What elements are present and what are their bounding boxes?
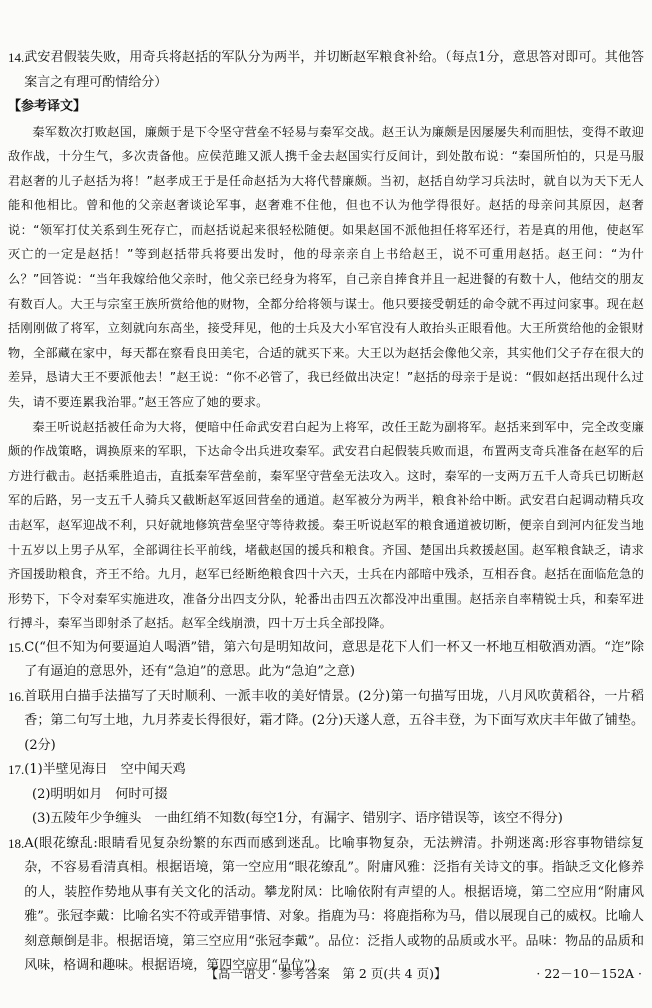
answer-17-line: (2)明明如月 何时可掇 bbox=[32, 786, 168, 802]
footer-code: · 22－10－152A · bbox=[536, 966, 642, 981]
translation-paragraph: 秦军数次打败赵国，廉颇于是下令坚守营垒不轻易与秦军交战。赵王认为廉颇是因屡屡失利而胆怯，变得不敢迎敌作战，十分生气，多次责备他。应侯范雎又派人携千金去赵国实行反间计，到处散布说：“秦国所怕的，只是马服君赵奢的儿子赵括为将！”赵孝成王于是任命赵括为大将代替廉颇。当初，赵括自幼学习兵法时，就自以为天下无人能和他相比。曾和他的父亲赵奢谈论军事，赵奢难不住他，但也不认为他学得很好。赵括的母亲问其原因，赵奢说：“领军打仗关系到生死存亡，而赵括说起来很轻松随便。如果赵国不派他担任将军还行，若是真的用他，使赵军灭亡的一定是赵括！”等到赵括带兵将要出发时，他的母亲亲自上书给赵王，说不可重用赵括。赵王问：“为什么？”回答说：“当年我嫁给他父亲时，他父亲已经身为将军，自己亲自捧食并且一起进餐的有数十人，他结交的朋友有数百人。大王与宗室王族所赏给他的财物，全都分给将领与谋士。他只要接受朝廷的命令就不再过问家事。现在赵括刚刚做了将军，立刻就向东高坐，接受拜见，他的士兵及大小军官没有人敢抬头正眼看他。大王所赏给他的金银财物，全部藏在家中，每天都在察看良田美宅，合适的就买下来。大王以为赵括会像他父亲，其实他们父子存在很大的差异，恳请大王不要派他去！”赵王说：“你不必管了，我已经做出决定！”赵括的母亲于是说：“假如赵括出现什么过失，请不要连累我治罪。”赵王答应了她的要求。 bbox=[8, 124, 644, 410]
answer-14 bbox=[8, 46, 644, 95]
section-title: 【参考译文】 bbox=[8, 99, 87, 114]
answer-text: (1)半壁见海日 空中闻天鸡 bbox=[24, 762, 186, 778]
answer-17-line: (3)五陵年少争缠头 一曲红绡不知数(每空1分，有漏字、错别字、语序错误等，该空不得分) bbox=[32, 811, 563, 827]
answer-page bbox=[8, 46, 644, 979]
answer-16 bbox=[8, 685, 644, 759]
question-number: 14. bbox=[8, 50, 25, 65]
answer-text: A(眼花缭乱:眼睛看见复杂纷繁的东西而感到迷乱。比喻事物复杂，无法辨清。扑朔迷离:形容事物错综复杂，不容易看清真相。根据语境，第一空应用“眼花缭乱”。附庸风雅：泛指有关诗文的事。指缺乏文化修养的人，装腔作势地从事有关文化的活动。攀龙附凤：比喻依附有声望的人。根据语境，第二空应用“附庸风雅”。张冠李戴：比喻名实不符或弄错事情、对象。指鹿为马：将鹿指称为马，借以展现自己的威权。比喻人刻意颠倒是非。根据语境，第三空应用“张冠李戴”。品位：泛指人或物的品质或水平。品味：物品的品质和风味，格调和趣味。根据语境，第四空应用“品位”) bbox=[24, 835, 644, 974]
answer-18 bbox=[8, 832, 644, 979]
question-number: 15. bbox=[8, 639, 25, 655]
question-number: 16. bbox=[8, 688, 25, 704]
answer-text: C(“但不知为何要逼迫人喝酒”错，第六句是明知故问，意思是花下人们一杯又一杯地互相敬酒劝酒。“迮”除了有逼迫的意思外，还有“急迫”的意思。此为“急迫”之意) bbox=[24, 639, 644, 680]
answer-17 bbox=[8, 758, 644, 783]
page-footer bbox=[0, 962, 652, 990]
answer-15 bbox=[8, 636, 644, 685]
translation-paragraph: 秦王听说赵括被任命为大将，便暗中任命武安君白起为上将军，改任王龁为副将军。赵括来到军中，完全改变廉颇的作战策略，调换原来的军职，下达命令出兵进攻秦军。武安君白起假装兵败而退，布置两支奇兵准备在赵军的后方进行截击。赵括乘胜追击，直抵秦军营垒前，秦军坚守营垒无法攻入。这时，秦军的一支两万五千人奇兵已切断赵军的后路，另一支五千人骑兵又截断赵军返回营垒的通道。赵军被分为两半，粮食补给中断。武安君白起调动精兵攻击赵军，赵军迎战不利，只好就地修筑营垒坚守等待救援。秦王听说赵军的粮食通道被切断，便亲自到河内征发当地十五岁以上男子从军，全部调往长平前线，堵截赵国的援兵和粮食。齐国、楚国出兵救援赵国。赵军粮食缺乏，请求齐国援助粮食，齐王不给。九月，赵军已经断绝粮食四十六天，士兵在内部暗中残杀，互相吞食。赵括在面临危急的形势下，下令对秦军实施进攻，准备分出四支分队，轮番出击四五次都没冲出重围。赵括亲自率精锐士兵，和秦军进行搏斗，秦军当即射杀了赵括。赵军全线崩溃，四十万士兵全部投降。 bbox=[8, 419, 644, 631]
answer-text: 首联用白描手法描写了天时顺利、一派丰收的美好情景。(2分)第一句描写田垅，八月风吹黄稻谷，一片稻香；第二句写土地，九月荞麦长得很好，霜才降。(2分)天遂人意，五谷丰登，为下面写欢庆丰年做了铺垫。(2分) bbox=[24, 688, 644, 753]
footer-page-info: 【高一语文 · 参考答案 第 2 页(共 4 页)】 bbox=[205, 966, 447, 981]
question-number: 17. bbox=[8, 762, 25, 778]
answer-text: 武安君假装失败，用奇兵将赵括的军队分为两半，并切断赵军粮食补给。（每点1分，意思答对即可。其他答案言之有理可酌情给分） bbox=[24, 50, 644, 90]
question-number: 18. bbox=[8, 835, 25, 851]
